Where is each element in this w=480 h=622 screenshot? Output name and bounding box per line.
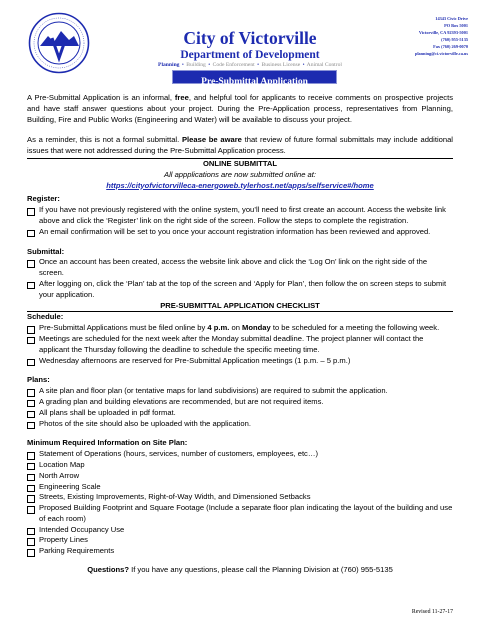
list-item: Photos of the site should also be uploaded with the application. [27,419,453,430]
schedule-list [27,323,453,366]
list-item: North Arrow [27,471,453,482]
checkbox[interactable] [27,506,35,514]
checkbox[interactable] [27,485,35,493]
checkbox[interactable] [27,326,35,334]
checkbox[interactable] [27,282,35,290]
checkbox[interactable] [27,411,35,419]
schedule-title: Schedule: [27,312,64,322]
phone-line: (760) 955-5135 [441,37,468,42]
submittal-list [27,257,453,300]
document-body [27,93,453,576]
division-separator: • [302,62,305,68]
division-business-license: Business License [261,62,301,68]
list-item: Pre-Submittal Applications must be filed online by 4 p.m. on Monday to be scheduled for a meeting the following week. [27,323,453,334]
list-item: Once an account has been created, access the website link above and click the ‘Log On’ link on the right side of the screen. [27,257,453,279]
questions-line: Questions? If you have any questions, please call the Planning Division at (760) 955-5135 [87,565,393,575]
checkbox[interactable] [27,549,35,557]
division-code-enforcement: Code Enforcement [212,62,255,68]
division-building: Building [186,62,206,68]
intro-paragraph: A Pre-Submittal Application is an informal, free, and helpful tool for applicants to receive comments on prospective projects and have staff answer questions about your project. During the Pre-Application process, representatives from Planning, Building, Fire and Public Works (Engineering and Water) will be available to discuss your project. [27,93,453,124]
checkbox[interactable] [27,538,35,546]
division-separator: • [257,62,260,68]
checkbox[interactable] [27,359,35,367]
checkbox[interactable] [27,495,35,503]
list-item: All plans shall be uploaded in pdf format. [27,408,453,419]
plans-list [27,386,453,429]
submittal-title: Submittal: [27,246,65,256]
online-submittal-link[interactable]: https://cityofvictorvilleca-energoweb.tylerhost.net/apps/selfservice#/home [106,180,374,190]
address-line: 14343 Civic Drive [435,16,468,21]
checkbox[interactable] [27,463,35,471]
division-separator: • [181,62,184,68]
minimum-info-title: Minimum Required Information on Site Plan: [27,438,188,448]
list-item: Property Lines [27,535,453,546]
checkbox[interactable] [27,337,35,345]
online-submittal-note: All appplications are now submitted online at: [164,169,316,179]
list-item: Streets, Existing Improvements, Right-of-Way Width, and Dimensioned Setbacks [27,492,453,503]
division-planning: Planning [158,62,180,68]
list-item: Engineering Scale [27,482,453,493]
revision-date: Revised 11-27-17 [411,609,453,615]
checkbox[interactable] [27,208,35,216]
list-item: A site plan and floor plan (or tentative maps for land subdivisions) are required to submit the application. [27,386,453,397]
address-line: PO Box 5001 [444,23,468,28]
plans-title: Plans: [27,375,50,385]
address-block [368,15,468,57]
department-name: Department of Development [180,49,320,61]
list-item: After logging on, click the ‘Plan’ tab at the top of the screen and ‘Apply for Plan’, then follow the on screen steps to submit your application. [27,279,453,301]
divisions-line [100,62,400,69]
checkbox[interactable] [27,422,35,430]
list-item: Proposed Building Footprint and Square Footage (Include a separate floor plan indicating the layout of the building and use of each room) [27,503,453,525]
division-animal-control: Animal Control [306,62,342,68]
list-item: Meetings are scheduled for the next week after the Monday submittal deadline. The project planner will contact the applicant the Thursday following the deadline to schedule the specific meeting time. [27,334,453,356]
form-title: Pre-Submittal Application [201,77,308,87]
list-item: Location Map [27,460,453,471]
list-item: Statement of Operations (hours, services, number of customers, employees, etc…) [27,449,453,460]
letterhead [0,0,480,86]
checkbox[interactable] [27,230,35,238]
checkbox[interactable] [27,260,35,268]
checklist-heading: PRE-SUBMITTAL APPLICATION CHECKLIST [27,301,453,313]
form-title-banner [172,70,337,87]
checkbox[interactable] [27,452,35,460]
checkbox[interactable] [27,528,35,536]
list-item: Parking Requirements [27,546,453,557]
city-name: City of Victorville [183,28,317,48]
division-separator: • [208,62,211,68]
minimum-info-list [27,449,453,557]
email-line: planning@ci.victorville.ca.us [414,51,468,56]
reminder-paragraph: As a reminder, this is not a formal submittal. Please be aware that review of future formal submittals may include additional issues that were not addressed during the Pre-Submittal Application process. [27,135,453,156]
register-title: Register: [27,194,60,204]
list-item: A grading plan and building elevations are recommended, but are not required items. [27,397,453,408]
checkbox[interactable] [27,389,35,397]
checkbox[interactable] [27,474,35,482]
city-seal-icon [28,12,90,74]
list-item: Intended Occupancy Use [27,525,453,536]
register-list [27,205,453,237]
address-line: Victorville, CA 92393-5001 [418,30,468,35]
online-submittal-heading: ONLINE SUBMITTAL [202,158,278,168]
list-item: If you have not previously registered with the online system, you’ll need to first create an account. Access the website link above and click the ‘Register’ link on the right side of the screen. Follow the steps to complete the registration. [27,205,453,227]
fax-line: Fax (760) 269-0070 [433,44,468,49]
list-item: An email confirmation will be set to you once your account registration information has been reviewed and approved. [27,227,453,238]
checkbox[interactable] [27,400,35,408]
list-item: Wednesday afternoons are reserved for Pre-Submittal Application meetings (1 p.m. – 5 p.m.) [27,356,453,367]
